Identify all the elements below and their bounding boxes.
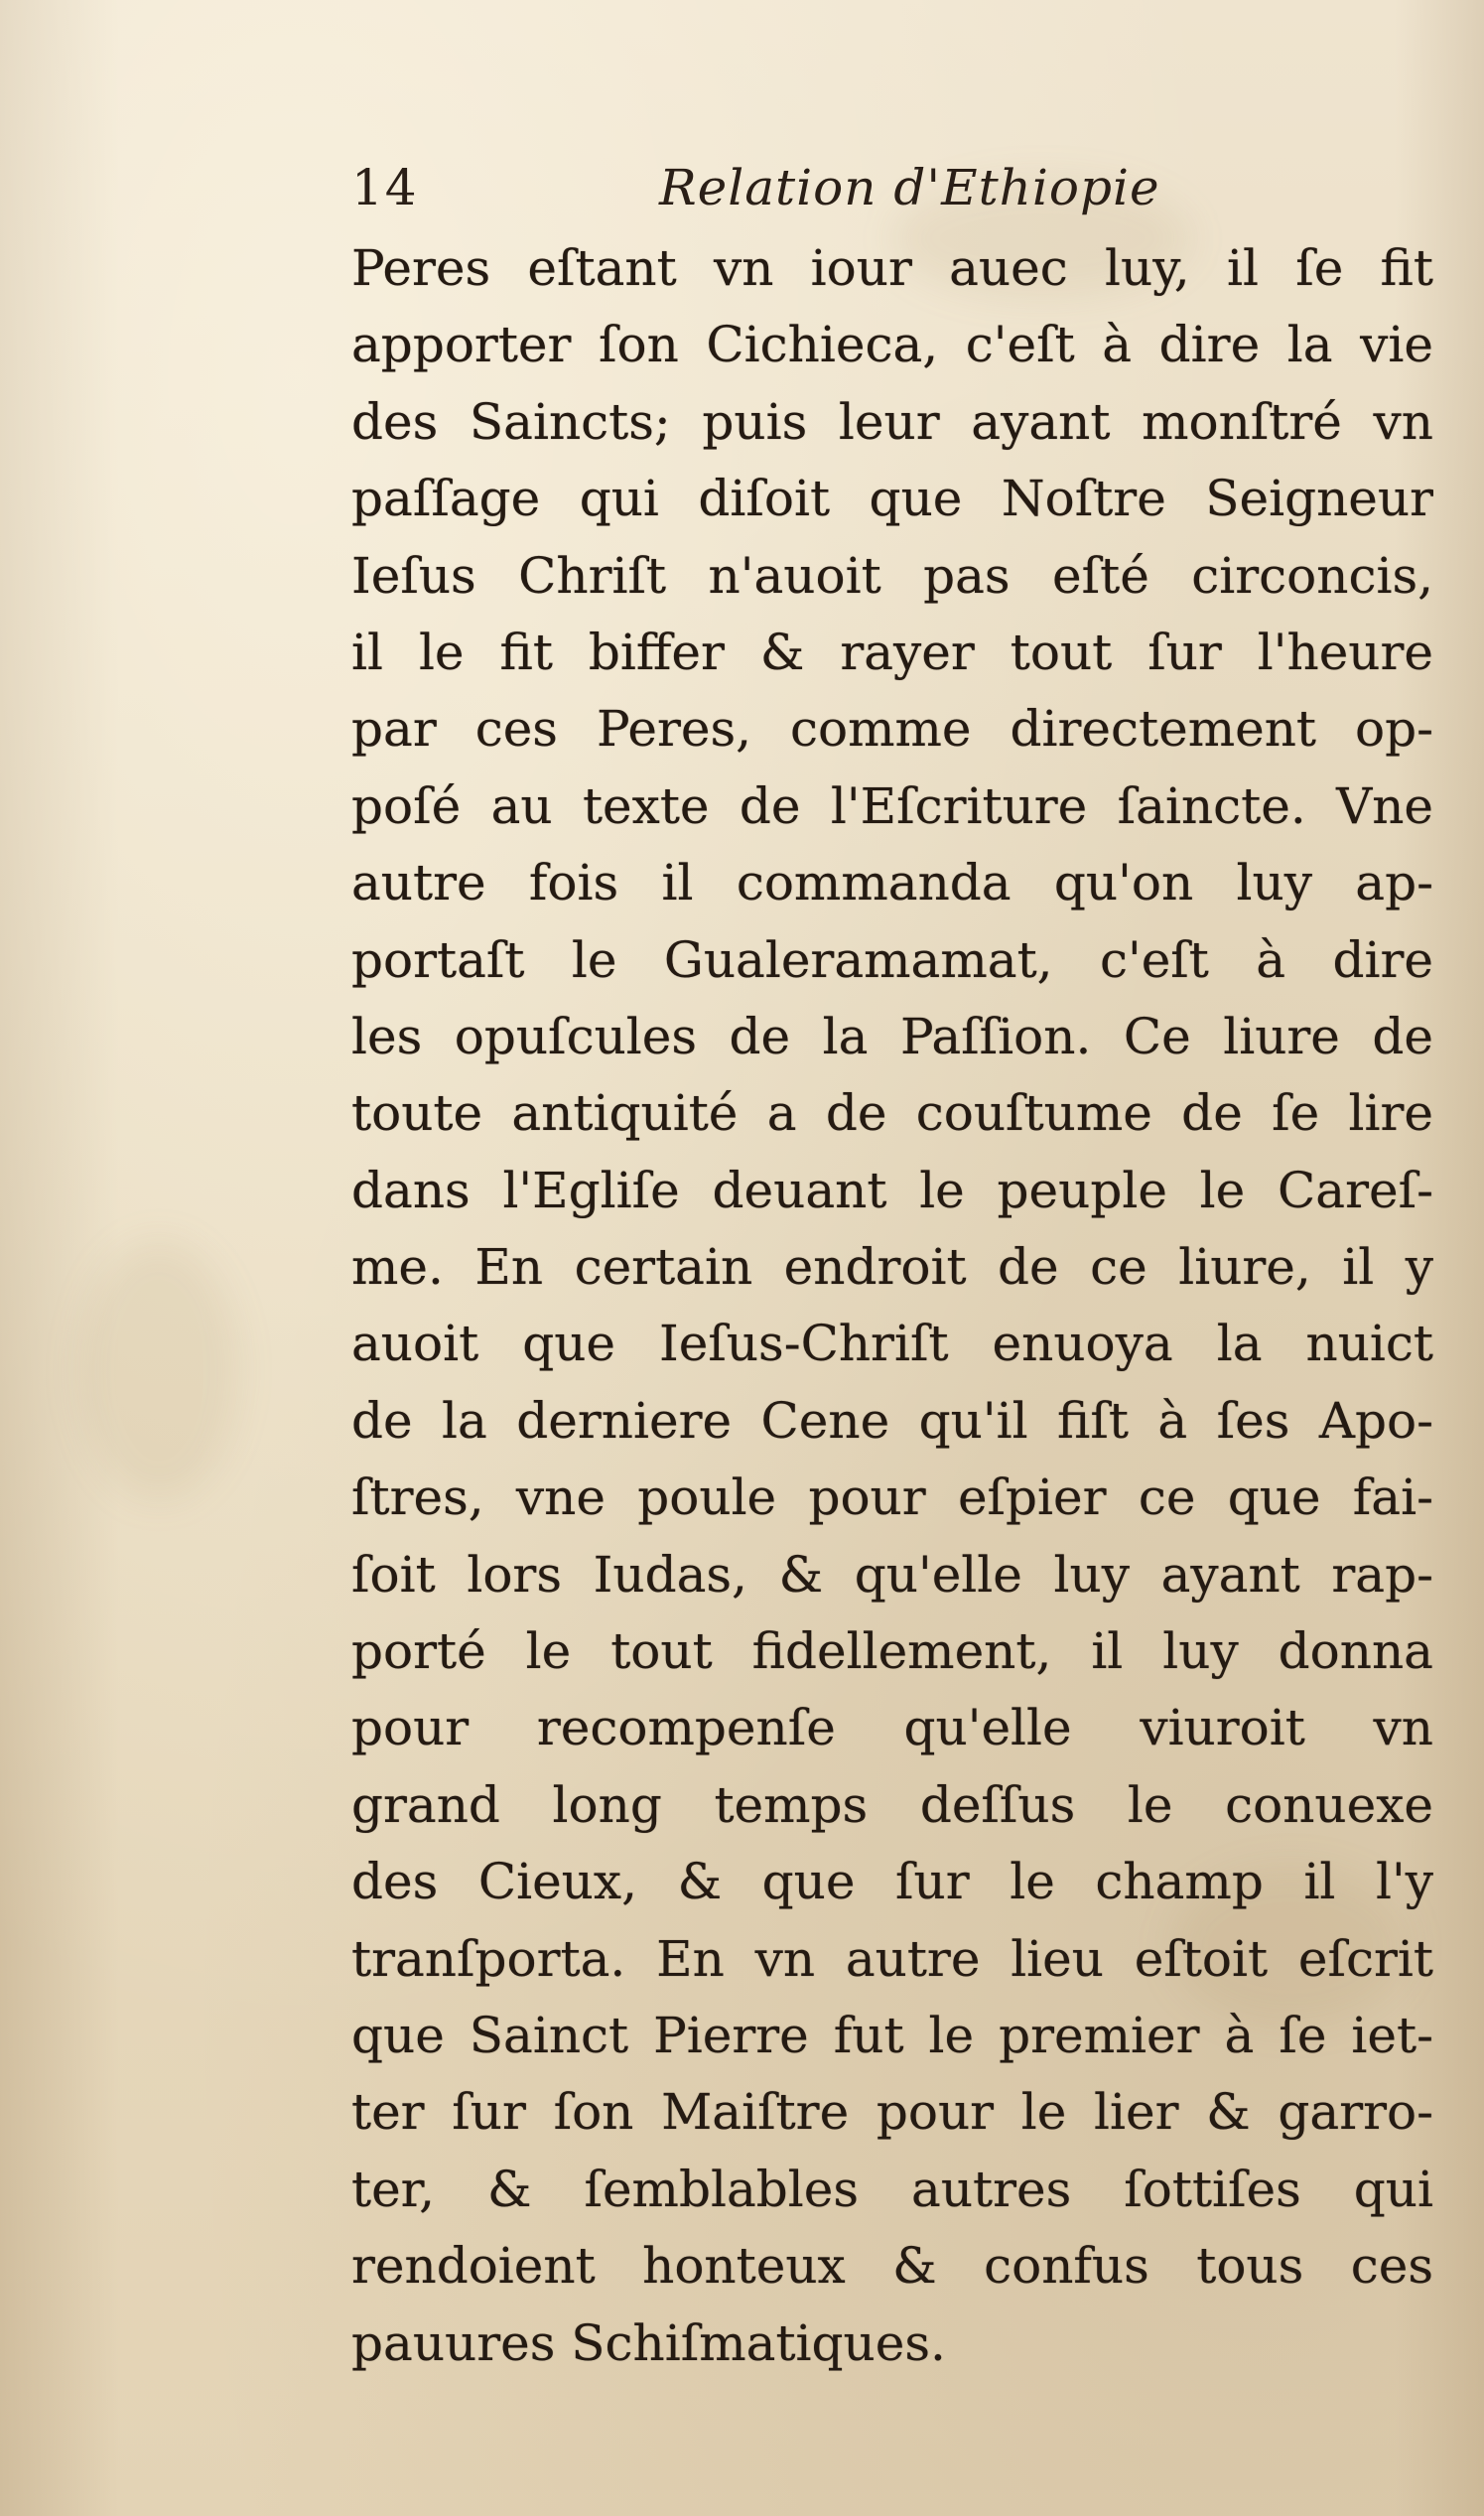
text-line: des Saincts; puis leur ayant monſtré vn (351, 392, 1433, 451)
text-line: rendoient honteux & confus tous ces (351, 2237, 1433, 2296)
text-line: tranſporta. En vn autre lieu eſtoit eſcrit (351, 1929, 1433, 1988)
text-line: portaſt le Gualeramamat, c'eſt à dire (351, 930, 1433, 989)
text-line: poſé au texte de l'Eſcriture ſaincte. Vne (351, 776, 1433, 835)
text-line: auoit que Ieſus-Chriſt enuoya la nuict (351, 1315, 1433, 1373)
text-line: autre fois il commanda qu'on luy ap- (351, 854, 1433, 912)
text-line: de la derniere Cene qu'il fiſt à ſes Apo- (351, 1391, 1433, 1450)
text-line: porté le tout fidellement, il luy donna (351, 1622, 1433, 1681)
text-line: pour recompenſe qu'elle viuroit vn (351, 1699, 1433, 1757)
running-title: Relation d'Ethiopie (659, 159, 1160, 216)
body-text (351, 230, 1433, 2382)
text-line: paſſage qui diſoit que Noſtre Seigneur (351, 470, 1433, 528)
text-line: grand long temps deſſus le conuexe (351, 1775, 1433, 1834)
text-line: il le fit biffer & rayer tout ſur l'heure (351, 623, 1433, 681)
text-line: ſoit lors Iudas, & qu'elle luy ayant rap- (351, 1545, 1433, 1604)
text-line: dans l'Egliſe deuant le peuple le Careſ- (351, 1161, 1433, 1219)
text-line: Ieſus Chriſt n'auoit pas eſté circoncis, (351, 546, 1433, 605)
text-line: que Sainct Pierre fut le premier à ſe iet- (351, 2006, 1433, 2064)
running-head (351, 159, 1443, 238)
text-line: par ces Peres, comme directement op- (351, 700, 1433, 759)
text-line: toute antiquité a de couſtume de ſe lire (351, 1084, 1433, 1143)
text-line: des Cieux, & que ſur le champ il l'y (351, 1853, 1433, 1911)
text-line: pauures Schiſmatiques. (351, 2313, 946, 2372)
text-line: me. En certain endroit de ce liure, il y (351, 1238, 1433, 1297)
paper-stain (79, 1241, 238, 1499)
text-line: Peres eſtant vn iour auec luy, il ſe fit (351, 239, 1433, 297)
text-line: ſtres, vne poule pour eſpier ce que fai- (351, 1468, 1433, 1527)
text-line: les opuſcules de la Paſſion. Ce liure de (351, 1007, 1433, 1065)
page-number: 14 (351, 159, 419, 216)
text-line: apporter ſon Cichieca, c'eſt à dire la vie (351, 316, 1433, 374)
text-line: ter ſur ſon Maiſtre pour le lier & garro- (351, 2083, 1433, 2142)
text-line: ter, & ſemblables autres ſottiſes qui (351, 2160, 1433, 2218)
